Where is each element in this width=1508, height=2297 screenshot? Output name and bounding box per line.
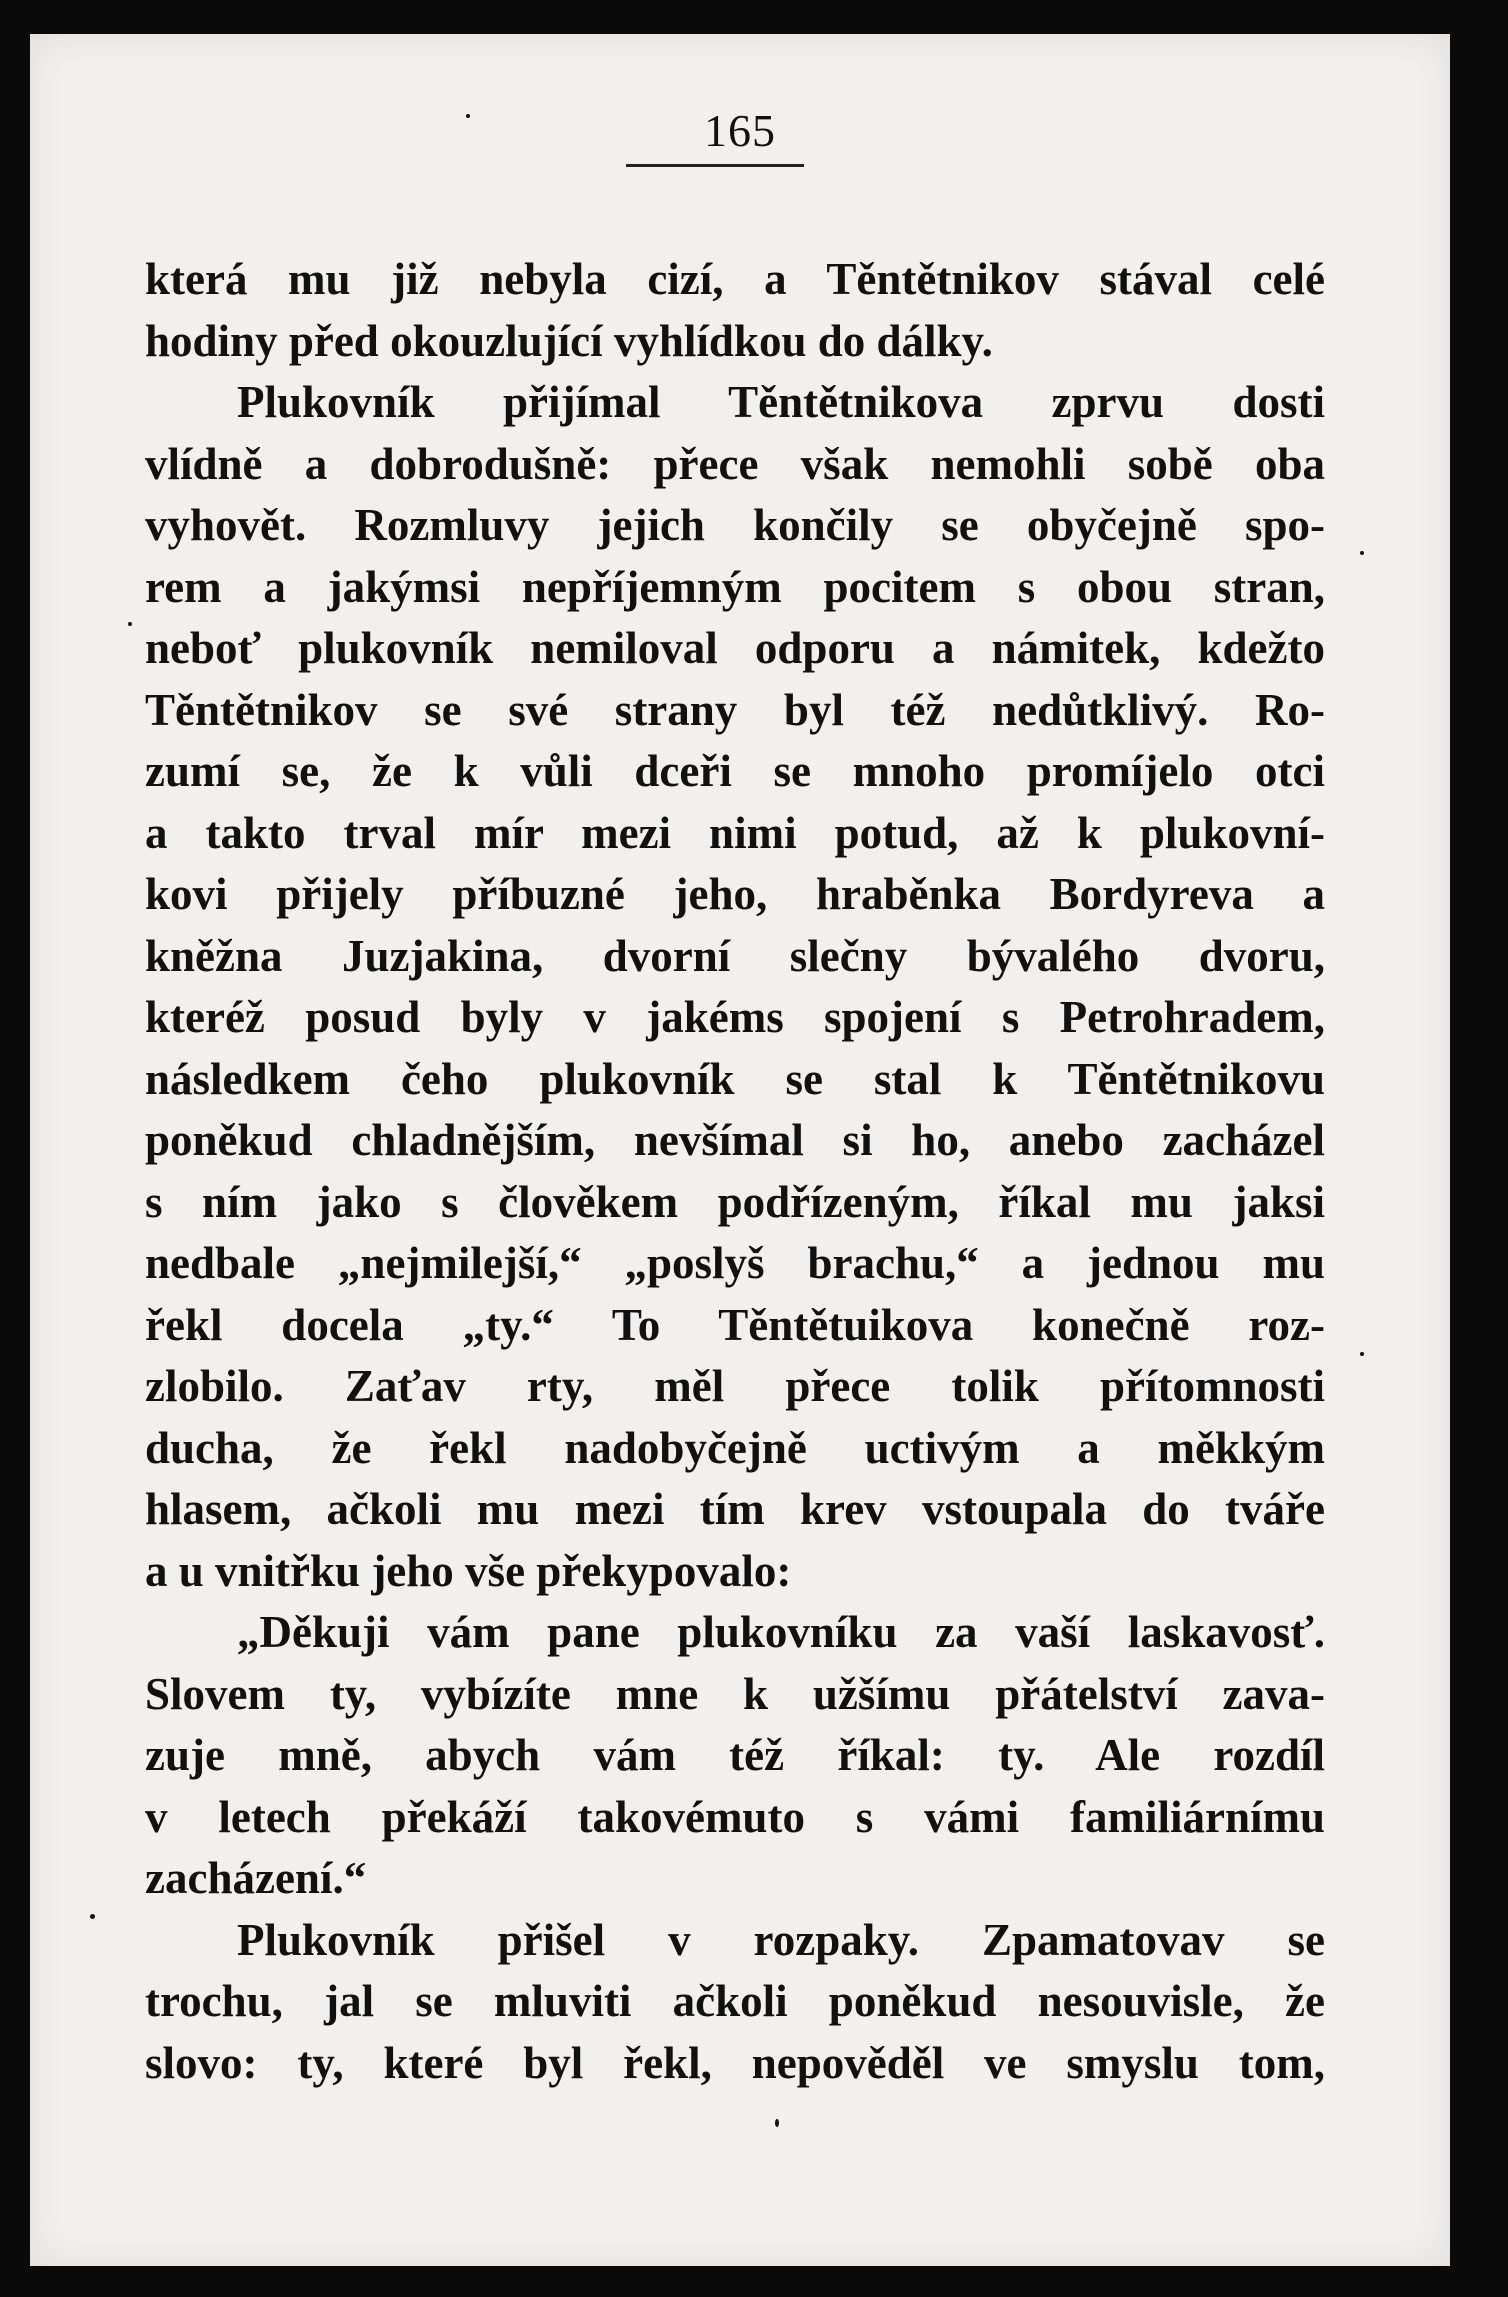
text-line: Plukovník přijímal Těntětnikova zprvu dosti [237,377,1325,427]
text-line: neboť plukovník nemiloval odporu a námitek, kdežto [145,623,1325,673]
ink-speck [1360,1352,1364,1356]
ink-speck [466,114,470,118]
text-line: „Děkuji vám pane plukovníku za vaší laskavosť. [237,1607,1325,1657]
text-line: kněžna Juzjakina, dvorní slečny bývalého dvoru, [145,930,1325,981]
body-text [145,249,1325,2094]
text-line: zacházení.“ [145,1853,367,1903]
ink-speck [775,2119,779,2127]
text-line: vlídně a dobrodušně: přece však nemohli sobě oba [145,438,1325,489]
text-line: v letech překáží takovémuto s vámi familiárnímu [145,1791,1325,1842]
text-line: Slovem ty, vybízíte mne k užšímu přátelství zava- [145,1668,1325,1719]
page-number: 165 [704,105,776,156]
text-line: a takto trval mír mezi nimi potud, až k plukovní- [145,807,1325,858]
text-line: vyhovět. Rozmluvy jejich končily se obyčejně spo- [145,500,1325,550]
text-line: Těntětnikov se své strany byl též nedůtklivý. Ro- [145,684,1325,735]
text-line: kteréž posud byly v jakéms spojení s Petrohradem, [145,992,1325,1042]
text-line: Plukovník přišel v rozpaky. Zpamatovav se [237,1914,1325,1965]
text-line: rem a jakýmsi nepříjemným pocitem s obou stran, [145,561,1325,612]
text-line: která mu již nebyla cizí, a Těntětnikov stával celé [145,254,1325,304]
page-number-rule [626,164,804,167]
text-line: ducha, že řekl nadobyčejně uctivým a měkkým [145,1422,1325,1473]
text-line: řekl docela „ty.“ To Těntětuikova konečně roz- [145,1299,1325,1350]
text-line: poněkud chladnějším, nevšímal si ho, anebo zacházel [145,1115,1325,1165]
ink-speck [1360,551,1364,555]
text-line: zlobilo. Zaťav rty, měl přece tolik přítomnosti [145,1361,1325,1411]
text-line: trochu, jal se mluviti ačkoli poněkud nesouvisle, že [145,1976,1325,2026]
text-line: zuje mně, abych vám též říkal: ty. Ale rozdíl [145,1730,1325,1780]
text-line: slovo: ty, které byl řekl, nepověděl ve smyslu tom, [145,2037,1325,2088]
text-line: hlasem, ačkoli mu mezi tím krev vstoupala do tváře [145,1484,1325,1534]
book-page [30,34,1450,2266]
text-line: a u vnitřku jeho vše překypovalo: [145,1545,792,1596]
text-line: zumí se, že k vůli dceři se mnoho promíjelo otci [145,746,1325,796]
text-line: s ním jako s člověkem podřízeným, říkal mu jaksi [145,1176,1325,1227]
text-line: hodiny před okouzlující vyhlídkou do dálky. [145,315,993,366]
ink-speck [90,1914,95,1919]
text-line: nedbale „nejmilejší,“ „poslyš brachu,“ a jednou mu [145,1238,1325,1288]
text-line: následkem čeho plukovník se stal k Těntětnikovu [145,1053,1325,1104]
text-line: kovi přijely příbuzné jeho, hraběnka Bordyreva a [145,869,1325,919]
ink-speck [128,622,132,626]
